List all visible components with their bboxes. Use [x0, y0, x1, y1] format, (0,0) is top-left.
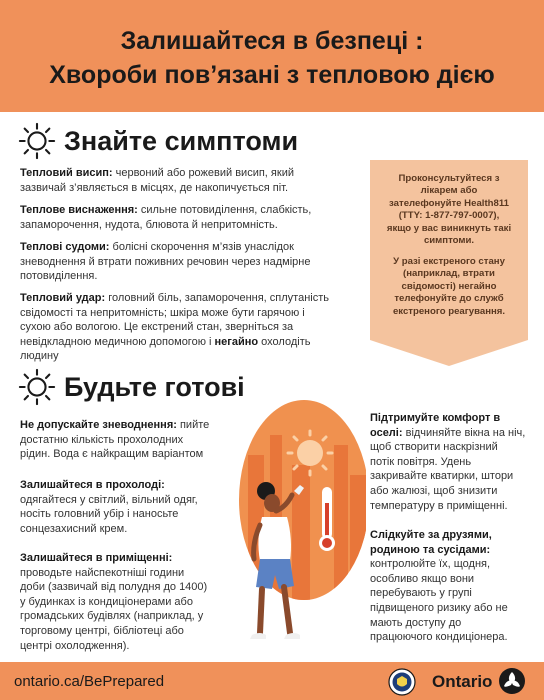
callout-consult-text: Проконсультуйтеся з лікарем або зателефонуйте Health811 (TTY: 1-877-797-0007), якщо у вас виникнуть такі симптоми.	[386, 173, 512, 247]
symptom-heat-exhaustion: Теплове виснаження: сильне потовиділення, слабкість, запаморочення, нудота, блювота й непритомність.	[20, 204, 312, 231]
page-title-line1: Залишайтеся в безпеці :	[120, 27, 424, 55]
heat-illustration	[226, 395, 366, 665]
ontario-wordmark: Ontario	[432, 672, 493, 691]
ontario-seal-icon	[388, 668, 416, 696]
sun-icon	[18, 122, 56, 160]
symptom-term: Теплові судоми:	[20, 241, 110, 253]
tip-check-on-others: Слідкуйте за друзями, родиною та сусідами: контролюйте їх, щодня, особливо якщо вони перебувають у групі підвищеного ризику або не мають доступу до працюючого кондиціонера.	[370, 529, 508, 644]
symptom-heat-cramps: Теплові судоми: болісні скорочення м’язів унаслідок зневоднення й втрати поживних речовин через надмірне потовиділення.	[20, 241, 311, 283]
symptom-heat-rash: Тепловий висип: червоний або рожевий висип, який зазвичай з’являється в місцях, де накопичується піт.	[20, 167, 294, 194]
symptom-term: Тепловий висип:	[20, 167, 113, 179]
page-title-line2: Хвороби пов’язані з тепловою дією	[49, 61, 495, 89]
tip-hydration: Не допускайте зневоднення: пийте достатню кількість прохолодних рідин. Вода є найкращим варіантом	[20, 419, 210, 461]
symptoms-heading	[18, 121, 298, 161]
tip-stay-indoors: Залишайтеся в приміщенні: проводьте найспекотніші години доби (зазвичай від полудня до 1400) у будинках із кондиціонерами або громадських будівлях (наприклад, у торговому центрі, бібліотеці або центрі охолодження).	[20, 552, 208, 652]
footer-link[interactable]: ontario.ca/BePrepared	[14, 673, 165, 690]
symptom-term: Тепловий удар:	[20, 292, 106, 304]
tip-home-comfort: Підтримуйте комфорт в оселі: відчиняйте вікна на ніч, щоб створити наскрізний потік повітря. Удень закривайте кватирки, штори або жалюзі, щоб знизити температуру в приміщенні.	[370, 412, 526, 512]
symptom-term: Теплове виснаження:	[20, 204, 138, 216]
prepared-title: Будьте готові	[64, 371, 245, 402]
symptom-heat-stroke: Тепловий удар: головний біль, запаморочення, сплутаність свідомості та непритомність; шкіра може бути гарячою і сухою або вологою. Це екстрений стан, зверніться за невідкладною медичною допомогою і негайно охолодіть людину	[20, 292, 329, 363]
symptoms-title: Знайте симптоми	[64, 125, 299, 156]
tip-stay-cool: Залишайтеся в прохолоді: одягайтеся у світлий, вільний одяг, носіть головний убір і наносьте сонцезахисний крем.	[20, 479, 198, 535]
sun-icon	[18, 368, 56, 406]
trillium-icon	[498, 667, 526, 695]
prepared-heading	[18, 367, 245, 407]
callout-emergency-text: У разі екстреного стану (наприклад, втрати свідомості) негайно телефонуйте до служб екстреного реагування.	[392, 256, 506, 317]
callout-pointer	[370, 340, 528, 366]
